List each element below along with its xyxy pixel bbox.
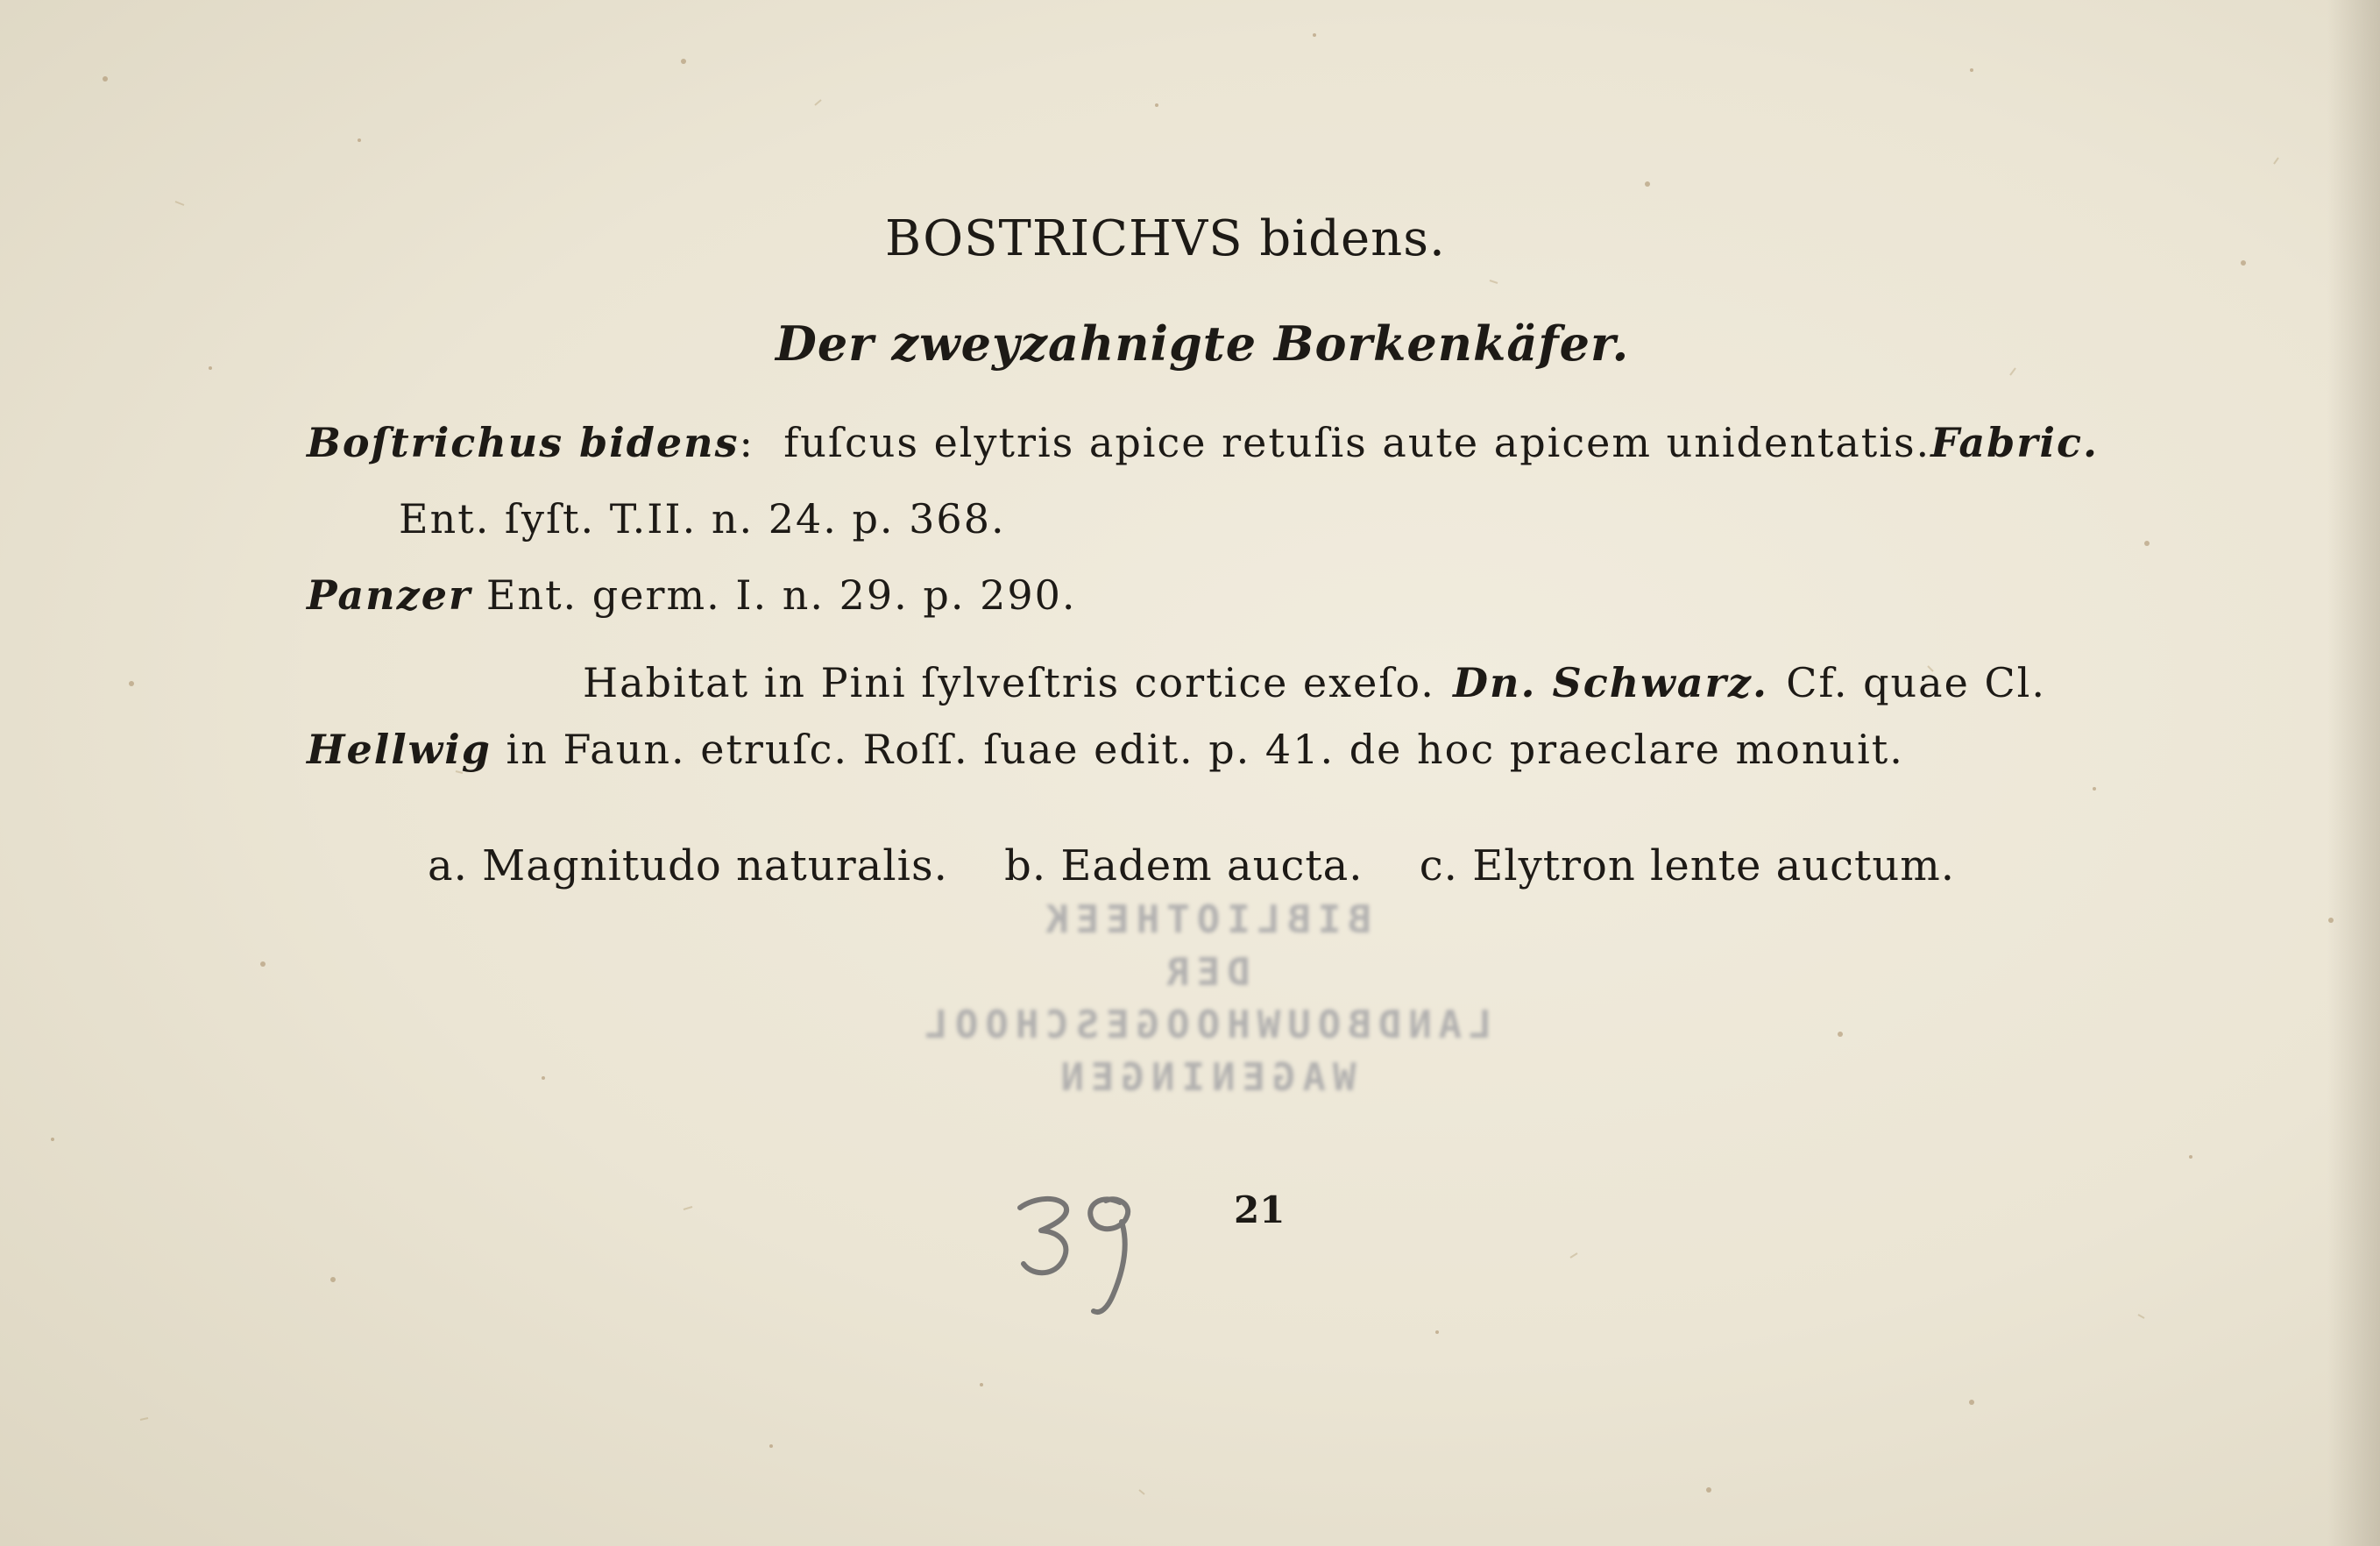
- habitat-line2-text: in Faun. etruſc. Roſſ. ſuae edit. p. 41. de hoc praeclare monuit.: [506, 726, 1904, 773]
- caption-c: c. Elytron lente auctum.: [1419, 841, 1956, 890]
- fabricius-reference: Ent. ſyſt. T.II. n. 24. p. 368.: [399, 495, 1006, 543]
- habitat-collector: Dn. Schwarz.: [1453, 659, 1768, 706]
- fabricius-citation: [307, 419, 2100, 466]
- page-edge-shadow: [2327, 0, 2380, 1546]
- species-name-separator: :: [739, 419, 755, 466]
- caption-a: a. Magnitudo naturalis.: [428, 841, 948, 890]
- panzer-author: Panzer: [307, 571, 472, 619]
- stamp-line-4: WAGENINGEN: [1053, 1055, 1356, 1100]
- stamp-line-2: DER: [1159, 950, 1250, 995]
- habitat-line-1: [583, 659, 2046, 706]
- species-name: Boſtrichus bidens: [307, 419, 740, 466]
- page-title: BOSTRICHVS bidens.: [885, 210, 1446, 267]
- figure-caption: [428, 841, 1997, 890]
- handwritten-pencil-mark: [1008, 1183, 1157, 1323]
- stamp-line-1: BIBLIOTHEEK: [1038, 897, 1371, 942]
- panzer-reference: Ent. germ. I. n. 29. p. 290.: [485, 571, 1077, 619]
- stamp-line-3: LANDBOUWHOOGESCHOOL: [917, 1003, 1492, 1047]
- panzer-citation: [307, 571, 1077, 619]
- page-number: 21: [1234, 1188, 1286, 1231]
- page-subtitle: Der zweyzahnigte Borkenkäfer.: [776, 316, 1630, 372]
- habitat-author: Hellwig: [307, 726, 492, 773]
- library-stamp-bleedthrough: [876, 894, 1534, 1104]
- habitat-text: Habitat in Pini ſylveſtris cortice exeſo.: [583, 659, 1435, 706]
- caption-b: b. Eadem aucta.: [1004, 841, 1364, 890]
- habitat-line1-tail: Cf. quae Cl.: [1786, 659, 2046, 706]
- citation-line1-main: [307, 419, 1930, 466]
- species-description: fuſcus elytris apice retuſis aute apicem unidentatis.: [783, 419, 1931, 466]
- fabricius-author: Fabric.: [1930, 419, 2100, 466]
- habitat-line-2: [307, 726, 1904, 773]
